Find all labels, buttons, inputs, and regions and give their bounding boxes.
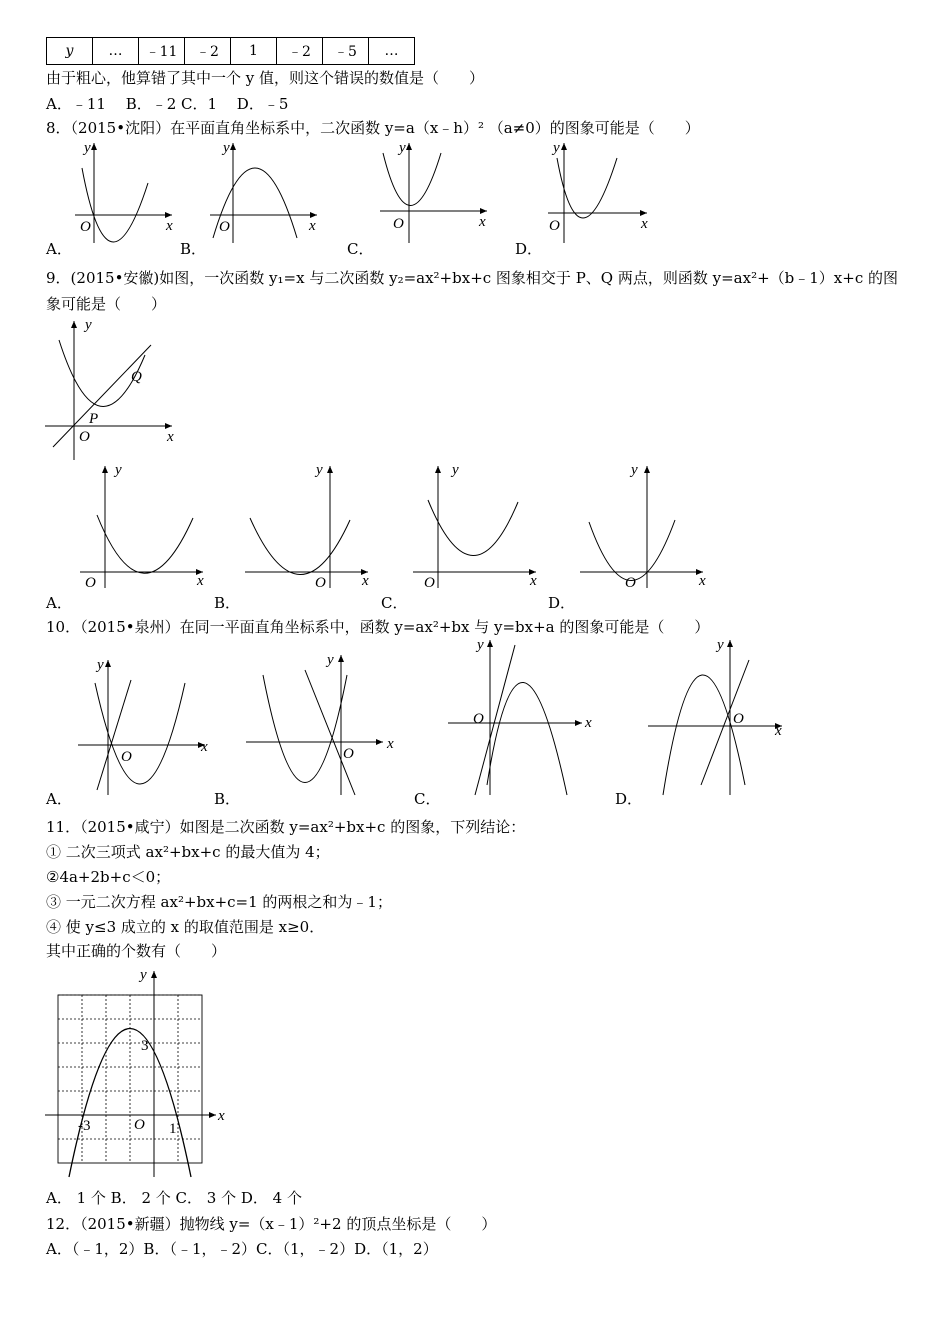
axis-x-label: x xyxy=(362,573,369,589)
axis-y-label: y xyxy=(316,462,323,478)
table-cell: … xyxy=(369,38,415,65)
origin-label: O xyxy=(424,575,435,591)
q9-stem-line2: 象可能是（ ） xyxy=(46,295,167,313)
q8-graph-c xyxy=(375,138,495,248)
axis-y-label: y xyxy=(717,637,724,653)
q10-label-a: A． xyxy=(46,790,72,808)
q7-options: A．﹣11 B．﹣2 C．1 D．﹣5 xyxy=(46,95,289,113)
axis-x-label: x xyxy=(166,218,173,234)
q8-graph-a xyxy=(70,138,190,248)
axis-y-label: y xyxy=(477,637,484,653)
y-intercept-label: 3 xyxy=(141,1038,149,1054)
q8-graph-d xyxy=(543,138,663,248)
table-cell: ﹣2 xyxy=(185,38,231,65)
axis-y-label: y xyxy=(553,140,560,156)
table-cell: ﹣11 xyxy=(139,38,185,65)
root-right-label: 1 xyxy=(169,1121,177,1137)
q10-label-c: C． xyxy=(414,790,441,808)
table-cell: ﹣5 xyxy=(323,38,369,65)
origin-label: O xyxy=(80,219,91,235)
q11-item-4: ④ 使 y≤3 成立的 x 的取值范围是 x≥0． xyxy=(46,918,325,936)
q7-stem: 由于粗心，他算错了其中一个 y 值，则这个错误的数值是（ ） xyxy=(46,69,485,87)
q8-label-a: A． xyxy=(46,240,72,258)
origin-label: O xyxy=(219,219,230,235)
axis-y-label: y xyxy=(85,317,92,333)
q9-graph-b xyxy=(240,460,380,590)
axis-x-label: x xyxy=(309,218,316,234)
q11-stem: 11．（2015•咸宁）如图是二次函数 y=ax²+bx+c 的图象，下列结论： xyxy=(46,818,526,836)
point-q-label: Q xyxy=(131,369,142,385)
point-p-label: P xyxy=(89,411,99,427)
q10-label-b: B． xyxy=(214,790,241,808)
origin-label: O xyxy=(134,1117,145,1133)
q11-item-3: ③ 一元二次方程 ax²+bx+c=1 的两根之和为﹣1； xyxy=(46,893,392,911)
origin-label: O xyxy=(473,711,484,727)
origin-label: O xyxy=(393,216,404,232)
axis-y-label: y xyxy=(115,462,122,478)
q9-stem-line1: 9．(2015•安徽)如图，一次函数 y₁=x 与二次函数 y₂=ax²+bx+c 图象相交于 P、Q 两点，则函数 y=ax²+（b﹣1）x+c 的图 xyxy=(46,269,898,287)
q11-ask: 其中正确的个数有（ ） xyxy=(46,942,227,960)
origin-label: O xyxy=(343,746,354,762)
axis-x-label: x xyxy=(167,429,174,445)
q9-graph-d xyxy=(575,460,715,590)
origin-label: O xyxy=(79,429,90,445)
origin-label: O xyxy=(625,575,636,591)
axis-y-label: y xyxy=(84,140,91,156)
axis-x-label: x xyxy=(641,216,648,232)
q10-graph-d xyxy=(645,635,800,800)
q8-label-b: B． xyxy=(180,240,207,258)
q9-label-a: A． xyxy=(46,594,72,612)
table-cell: 1 xyxy=(231,38,277,65)
axis-x-label: x xyxy=(201,739,208,755)
axis-y-label: y xyxy=(97,657,104,673)
q12-stem: 12．（2015•新疆）抛物线 y=（x﹣1）²+2 的顶点坐标是（ ） xyxy=(46,1215,497,1233)
q10-stem: 10．（2015•泉州）在同一平面直角坐标系中，函数 y=ax²+bx 与 y=bx+a 的图象可能是（ ） xyxy=(46,618,710,636)
table-cell: ﹣2 xyxy=(277,38,323,65)
q11-figure xyxy=(40,965,235,1180)
q9-label-c: C． xyxy=(381,594,408,612)
q8-label-d: D． xyxy=(515,240,543,258)
q10-graph-a xyxy=(75,655,220,800)
table-cell: y xyxy=(47,38,93,65)
axis-x-label: x xyxy=(197,573,204,589)
q9-graph-a xyxy=(75,460,215,590)
q11-item-1: ① 二次三项式 ax²+bx+c 的最大值为 4； xyxy=(46,843,330,861)
origin-label: O xyxy=(549,218,560,234)
axis-x-label: x xyxy=(699,573,706,589)
q9-figure xyxy=(45,315,180,465)
q8-label-c: C． xyxy=(347,240,374,258)
origin-label: O xyxy=(85,575,96,591)
axis-y-label: y xyxy=(399,140,406,156)
root-left-label: -3 xyxy=(78,1118,91,1134)
q9-label-b: B． xyxy=(214,594,241,612)
axis-y-label: y xyxy=(223,140,230,156)
q10-graph-b xyxy=(243,650,403,800)
axis-y-label: y xyxy=(631,462,638,478)
q11-item-2: ②4a+2b+c＜0； xyxy=(46,868,171,886)
q12-options: A．（﹣1，2）B．（﹣1，﹣2）C．（1，﹣2）D．（1，2） xyxy=(46,1240,438,1258)
origin-label: O xyxy=(121,749,132,765)
axis-y-label: y xyxy=(452,462,459,478)
axis-x-label: x xyxy=(387,736,394,752)
axis-y-label: y xyxy=(327,652,334,668)
table-cell: … xyxy=(93,38,139,65)
origin-label: O xyxy=(315,575,326,591)
axis-x-label: x xyxy=(479,214,486,230)
q8-stem: 8．（2015•沈阳）在平面直角坐标系中，二次函数 y=a（x﹣h）² （a≠0）的图象可能是（ ） xyxy=(46,119,700,137)
q11-options: A． 1 个 B． 2 个 C． 3 个 D． 4 个 xyxy=(46,1189,302,1207)
q8-graph-b xyxy=(205,138,325,248)
axis-x-label: x xyxy=(218,1108,225,1124)
axis-y-label: y xyxy=(140,967,147,983)
q9-label-d: D． xyxy=(548,594,576,612)
axis-x-label: x xyxy=(530,573,537,589)
axis-x-label: x xyxy=(585,715,592,731)
origin-label: O xyxy=(733,711,744,727)
table-row xyxy=(47,38,415,65)
value-table xyxy=(46,37,415,65)
q9-graph-c xyxy=(408,460,548,590)
q10-label-d: D． xyxy=(615,790,643,808)
q10-graph-c xyxy=(445,635,600,800)
axis-x-label: x xyxy=(775,723,782,739)
